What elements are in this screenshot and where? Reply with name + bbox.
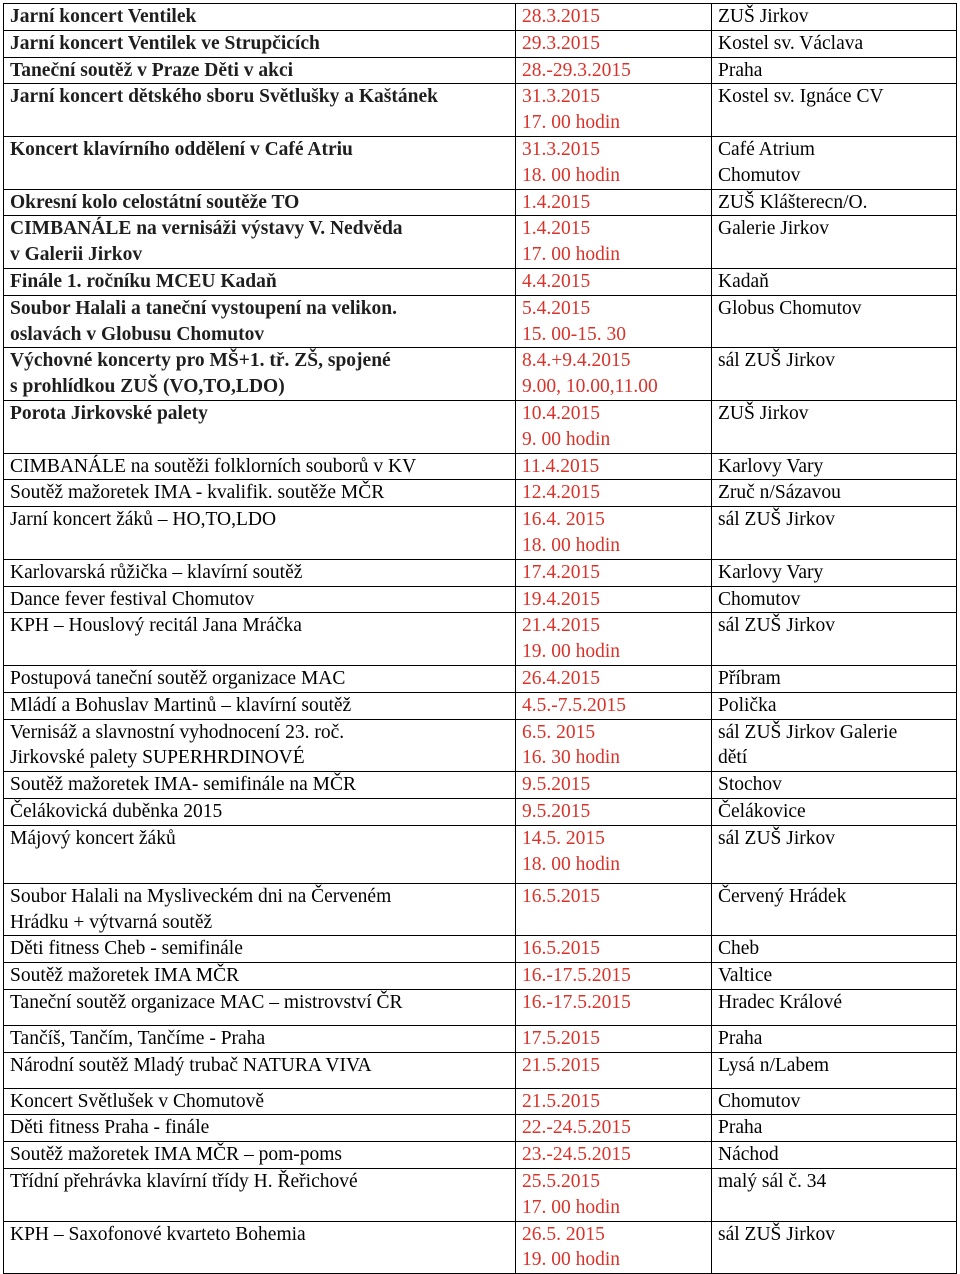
event-name-cell xyxy=(4,136,516,189)
event-date-cell xyxy=(516,936,712,963)
event-name: Taneční soutěž organizace MAC – mistrovství ČR xyxy=(10,991,403,1013)
event-row xyxy=(4,1142,957,1169)
event-name-cell xyxy=(4,936,516,963)
event-date: 21.5.2015 xyxy=(522,1090,600,1112)
event-date-cell xyxy=(516,189,712,216)
event-name-cell xyxy=(4,665,516,692)
event-date-cell xyxy=(516,692,712,719)
event-place: Kostel sv. Ignáce CV xyxy=(718,86,884,108)
event-name: Soutěž mažoretek IMA - kvalifik. soutěže MČR xyxy=(10,482,385,504)
event-name-cell xyxy=(4,963,516,990)
event-name: Okresní kolo celostátní soutěže TO xyxy=(10,191,300,213)
event-row xyxy=(4,1169,957,1222)
event-place-cell xyxy=(712,84,957,137)
event-place-cell xyxy=(712,798,957,825)
event-place: Kadaň xyxy=(718,270,769,292)
event-name-cell xyxy=(4,30,516,57)
event-date-cell xyxy=(516,216,712,269)
event-place-cell xyxy=(712,30,957,57)
event-place-cell xyxy=(712,613,957,666)
event-name: Děti fitness Praha - finále xyxy=(10,1117,210,1139)
event-date-cell xyxy=(516,1169,712,1222)
event-date-cell xyxy=(516,559,712,586)
event-place-cell xyxy=(712,719,957,772)
event-name-cell xyxy=(4,480,516,507)
event-name: Jarní koncert Ventilek xyxy=(10,6,197,27)
event-name-cell xyxy=(4,453,516,480)
event-place: Praha xyxy=(718,1117,763,1139)
event-row xyxy=(4,268,957,295)
event-name-cell xyxy=(4,1115,516,1142)
event-date: 19. 00 hodin xyxy=(522,1249,621,1271)
event-row xyxy=(4,586,957,613)
event-place-cell xyxy=(712,883,957,936)
event-date: 6.5. 2015 xyxy=(522,721,596,743)
event-date: 1.4.2015 xyxy=(522,191,591,213)
event-place: ZUŠ Jirkov xyxy=(718,6,809,27)
event-name: Výchovné koncerty pro MŠ+1. tř. ZŠ, spojené xyxy=(10,350,391,372)
event-date-cell xyxy=(516,825,712,883)
event-place-cell xyxy=(712,268,957,295)
event-place-cell xyxy=(712,1142,957,1169)
event-date: 23.-24.5.2015 xyxy=(522,1144,631,1166)
event-name-cell xyxy=(4,1221,516,1274)
event-date: 17. 00 hodin xyxy=(522,244,621,266)
event-name: CIMBANÁLE na vernisáži výstavy V. Nedvěda xyxy=(10,218,403,240)
event-date-cell xyxy=(516,30,712,57)
event-date: 31.3.2015 xyxy=(522,86,600,108)
event-date: 17. 00 hodin xyxy=(522,112,621,134)
event-row xyxy=(4,4,957,31)
event-date-cell xyxy=(516,1052,712,1088)
event-name: v Galerii Jirkov xyxy=(10,244,143,266)
event-place-cell xyxy=(712,57,957,84)
event-name-cell xyxy=(4,989,516,1025)
event-place-cell xyxy=(712,586,957,613)
event-place: Zruč n/Sázavou xyxy=(718,482,841,504)
event-place-cell xyxy=(712,1088,957,1115)
event-date-cell xyxy=(516,136,712,189)
event-row xyxy=(4,772,957,799)
event-name-cell xyxy=(4,1025,516,1052)
event-name-cell xyxy=(4,772,516,799)
event-date-cell xyxy=(516,586,712,613)
event-name: Jirkovské palety SUPERHRDINOVÉ xyxy=(10,747,305,769)
event-name-cell xyxy=(4,1169,516,1222)
event-date: 17. 00 hodin xyxy=(522,1196,621,1218)
event-row xyxy=(4,295,957,348)
event-date: 9.5.2015 xyxy=(522,774,591,796)
event-row xyxy=(4,1025,957,1052)
event-date-cell xyxy=(516,268,712,295)
event-name: Vernisáž a slavnostní vyhodnocení 23. roč. xyxy=(10,721,345,743)
event-date: 18. 00 hodin xyxy=(522,853,621,875)
event-row xyxy=(4,348,957,401)
events-table-body xyxy=(4,4,957,1274)
event-place-cell xyxy=(712,1169,957,1222)
event-place: sál ZUŠ Jirkov xyxy=(718,1223,835,1245)
event-name: KPH – Saxofonové kvarteto Bohemia xyxy=(10,1223,306,1245)
event-date: 19.4.2015 xyxy=(522,588,600,610)
event-date: 9. 00 hodin xyxy=(522,428,611,450)
event-place-cell xyxy=(712,772,957,799)
event-place-cell xyxy=(712,480,957,507)
event-name-cell xyxy=(4,57,516,84)
event-place: Karlovy Vary xyxy=(718,561,824,583)
event-place-cell xyxy=(712,989,957,1025)
event-row xyxy=(4,936,957,963)
event-name-cell xyxy=(4,1142,516,1169)
event-name: s prohlídkou ZUŠ (VO,TO,LDO) xyxy=(10,376,285,398)
event-place-cell xyxy=(712,4,957,31)
event-date-cell xyxy=(516,480,712,507)
event-name-cell xyxy=(4,268,516,295)
event-name: Soutěž mažoretek IMA MČR – pom-poms xyxy=(10,1144,343,1166)
event-name: Koncert klavírního oddělení v Café Atriu xyxy=(10,138,353,160)
event-date: 16.4. 2015 xyxy=(522,509,605,531)
event-date-cell xyxy=(516,883,712,936)
event-name: Taneční soutěž v Praze Děti v akci xyxy=(10,59,294,81)
event-row xyxy=(4,883,957,936)
event-name: Mládí a Bohuslav Martinů – klavírní soutěž xyxy=(10,694,352,716)
event-name-cell xyxy=(4,4,516,31)
event-date: 5.4.2015 xyxy=(522,297,591,319)
event-date: 16.5.2015 xyxy=(522,938,600,960)
event-date-cell xyxy=(516,1088,712,1115)
event-place: Náchod xyxy=(718,1144,779,1166)
event-date: 26.5. 2015 xyxy=(522,1223,605,1245)
event-name: Čelákovická duběnka 2015 xyxy=(10,800,223,822)
event-name: Dance fever festival Chomutov xyxy=(10,588,255,610)
event-date: 17.5.2015 xyxy=(522,1027,600,1049)
event-date: 26.4.2015 xyxy=(522,667,600,689)
event-date: 17.4.2015 xyxy=(522,561,600,583)
event-name-cell xyxy=(4,1052,516,1088)
event-place: Červený Hrádek xyxy=(718,885,847,907)
event-place: Praha xyxy=(718,1027,763,1049)
event-row xyxy=(4,189,957,216)
event-place-cell xyxy=(712,216,957,269)
event-name: oslavách v Globusu Chomutov xyxy=(10,323,265,345)
event-row xyxy=(4,480,957,507)
event-date: 18. 00 hodin xyxy=(522,164,621,186)
event-row xyxy=(4,989,957,1025)
event-row xyxy=(4,453,957,480)
event-date: 14.5. 2015 xyxy=(522,827,605,849)
event-date-cell xyxy=(516,798,712,825)
event-name-cell xyxy=(4,883,516,936)
event-row xyxy=(4,1088,957,1115)
event-name: Jarní koncert dětského sboru Světlušky a Kaštánek xyxy=(10,86,438,108)
event-date-cell xyxy=(516,613,712,666)
event-name: Finále 1. ročníku MCEU Kadaň xyxy=(10,270,277,292)
event-place: malý sál č. 34 xyxy=(718,1171,827,1193)
event-place: Polička xyxy=(718,694,777,716)
event-place: dětí xyxy=(718,747,748,769)
event-place: Příbram xyxy=(718,667,781,689)
event-date-cell xyxy=(516,295,712,348)
event-row xyxy=(4,1221,957,1274)
event-name: Porota Jirkovské palety xyxy=(10,402,208,424)
event-name: Soubor Halali a taneční vystoupení na velikon. xyxy=(10,297,398,319)
event-name-cell xyxy=(4,692,516,719)
event-row xyxy=(4,692,957,719)
event-date: 28.3.2015 xyxy=(522,6,600,27)
event-place-cell xyxy=(712,1052,957,1088)
event-place: Chomutov xyxy=(718,1090,801,1112)
event-place: Galerie Jirkov xyxy=(718,218,830,240)
event-row xyxy=(4,1052,957,1088)
event-date-cell xyxy=(516,1115,712,1142)
event-date: 31.3.2015 xyxy=(522,138,600,160)
event-date-cell xyxy=(516,1221,712,1274)
event-date-cell xyxy=(516,963,712,990)
event-place: sál ZUŠ Jirkov xyxy=(718,615,835,637)
event-place: Hradec Králové xyxy=(718,991,842,1013)
event-place: Lysá n/Labem xyxy=(718,1054,830,1076)
event-date: 21.5.2015 xyxy=(522,1054,600,1076)
event-date-cell xyxy=(516,57,712,84)
event-row xyxy=(4,665,957,692)
event-row xyxy=(4,559,957,586)
event-name-cell xyxy=(4,613,516,666)
event-row xyxy=(4,84,957,137)
event-name-cell xyxy=(4,719,516,772)
event-date-cell xyxy=(516,1142,712,1169)
event-place-cell xyxy=(712,295,957,348)
event-name: Třídní přehrávka klavírní třídy H. Řeřichové xyxy=(10,1171,358,1193)
event-date-cell xyxy=(516,1025,712,1052)
event-place: Čelákovice xyxy=(718,800,806,822)
event-name-cell xyxy=(4,400,516,453)
event-place-cell xyxy=(712,400,957,453)
event-date: 9.5.2015 xyxy=(522,800,591,822)
event-name: CIMBANÁLE na soutěži folklorních souborů v KV xyxy=(10,455,417,477)
event-place: sál ZUŠ Jirkov xyxy=(718,827,835,849)
event-date-cell xyxy=(516,400,712,453)
event-name-cell xyxy=(4,348,516,401)
event-place: Karlovy Vary xyxy=(718,455,824,477)
event-date-cell xyxy=(516,989,712,1025)
event-place: ZUŠ Jirkov xyxy=(718,402,809,424)
event-name-cell xyxy=(4,586,516,613)
event-date: 8.4.+9.4.2015 xyxy=(522,350,631,372)
event-name-cell xyxy=(4,559,516,586)
event-place: Globus Chomutov xyxy=(718,297,862,319)
event-row xyxy=(4,57,957,84)
event-row xyxy=(4,963,957,990)
event-place-cell xyxy=(712,1221,957,1274)
event-place-cell xyxy=(712,507,957,560)
event-date-cell xyxy=(516,453,712,480)
event-place-cell xyxy=(712,136,957,189)
event-name-cell xyxy=(4,798,516,825)
event-date-cell xyxy=(516,507,712,560)
event-row xyxy=(4,507,957,560)
event-place: Kostel sv. Václava xyxy=(718,32,864,54)
event-place-cell xyxy=(712,453,957,480)
event-date-cell xyxy=(516,719,712,772)
event-date: 16.-17.5.2015 xyxy=(522,991,631,1013)
event-name-cell xyxy=(4,507,516,560)
event-date: 25.5.2015 xyxy=(522,1171,600,1193)
events-table xyxy=(3,3,957,1274)
event-date-cell xyxy=(516,772,712,799)
event-place: Praha xyxy=(718,59,763,81)
event-date: 16. 30 hodin xyxy=(522,747,621,769)
event-name: Soutěž mažoretek IMA- semifinále na MČR xyxy=(10,774,357,796)
event-date: 1.4.2015 xyxy=(522,218,591,240)
event-place: ZUŠ Klášterecn/O. xyxy=(718,191,868,213)
event-place-cell xyxy=(712,559,957,586)
event-date: 11.4.2015 xyxy=(522,455,600,477)
event-date: 15. 00-15. 30 xyxy=(522,323,626,345)
event-row xyxy=(4,1115,957,1142)
event-name-cell xyxy=(4,1088,516,1115)
event-name-cell xyxy=(4,189,516,216)
event-name: Koncert Světlušek v Chomutově xyxy=(10,1090,265,1112)
event-place-cell xyxy=(712,936,957,963)
event-place-cell xyxy=(712,1025,957,1052)
event-name-cell xyxy=(4,825,516,883)
event-place-cell xyxy=(712,963,957,990)
event-row xyxy=(4,719,957,772)
event-row xyxy=(4,613,957,666)
event-name: Jarní koncert žáků – HO,TO,LDO xyxy=(10,509,277,531)
event-row xyxy=(4,30,957,57)
event-name: Děti fitness Cheb - semifinále xyxy=(10,938,243,960)
event-name: Hrádku + výtvarná soutěž xyxy=(10,911,213,933)
event-date: 12.4.2015 xyxy=(522,482,600,504)
event-name-cell xyxy=(4,295,516,348)
event-place: Valtice xyxy=(718,965,773,987)
event-row xyxy=(4,400,957,453)
event-place: Chomutov xyxy=(718,588,801,610)
event-name: Karlovarská růžička – klavírní soutěž xyxy=(10,561,303,583)
event-date: 16.-17.5.2015 xyxy=(522,965,631,987)
event-name: Jarní koncert Ventilek ve Strupčicích xyxy=(10,32,320,54)
event-date-cell xyxy=(516,665,712,692)
event-date: 22.-24.5.2015 xyxy=(522,1117,631,1139)
event-date: 19. 00 hodin xyxy=(522,641,621,663)
event-place: sál ZUŠ Jirkov xyxy=(718,350,835,372)
event-date: 4.4.2015 xyxy=(522,270,591,292)
event-row xyxy=(4,798,957,825)
event-date: 18. 00 hodin xyxy=(522,534,621,556)
event-place: Cheb xyxy=(718,938,760,960)
event-date: 28.-29.3.2015 xyxy=(522,59,631,81)
event-name-cell xyxy=(4,84,516,137)
event-name: Soutěž mažoretek IMA MČR xyxy=(10,965,240,987)
event-date: 21.4.2015 xyxy=(522,615,600,637)
event-place-cell xyxy=(712,692,957,719)
event-row xyxy=(4,216,957,269)
event-place: sál ZUŠ Jirkov xyxy=(718,509,835,531)
event-date-cell xyxy=(516,84,712,137)
event-place-cell xyxy=(712,1115,957,1142)
event-name: Postupová taneční soutěž organizace MAC xyxy=(10,667,346,689)
event-place-cell xyxy=(712,825,957,883)
event-row xyxy=(4,825,957,883)
event-name: Májový koncert žáků xyxy=(10,827,176,849)
event-date: 16.5.2015 xyxy=(522,885,600,907)
event-name: Soubor Halali na Mysliveckém dni na Červeném xyxy=(10,885,392,907)
event-place-cell xyxy=(712,348,957,401)
event-place: Chomutov xyxy=(718,164,801,186)
event-date-cell xyxy=(516,348,712,401)
event-name: KPH – Houslový recitál Jana Mráčka xyxy=(10,615,302,637)
event-place: Café Atrium xyxy=(718,138,815,160)
event-row xyxy=(4,136,957,189)
event-date: 29.3.2015 xyxy=(522,32,600,54)
event-place: Stochov xyxy=(718,774,782,796)
event-date: 10.4.2015 xyxy=(522,402,600,424)
event-name-cell xyxy=(4,216,516,269)
event-name: Národní soutěž Mladý trubač NATURA VIVA xyxy=(10,1054,372,1076)
event-name: Tančíš, Tančím, Tančíme - Praha xyxy=(10,1027,266,1049)
event-place-cell xyxy=(712,665,957,692)
event-date: 4.5.-7.5.2015 xyxy=(522,694,626,716)
event-date: 9.00, 10.00,11.00 xyxy=(522,376,658,398)
event-place: sál ZUŠ Jirkov Galerie xyxy=(718,721,898,743)
event-place-cell xyxy=(712,189,957,216)
event-date-cell xyxy=(516,4,712,31)
